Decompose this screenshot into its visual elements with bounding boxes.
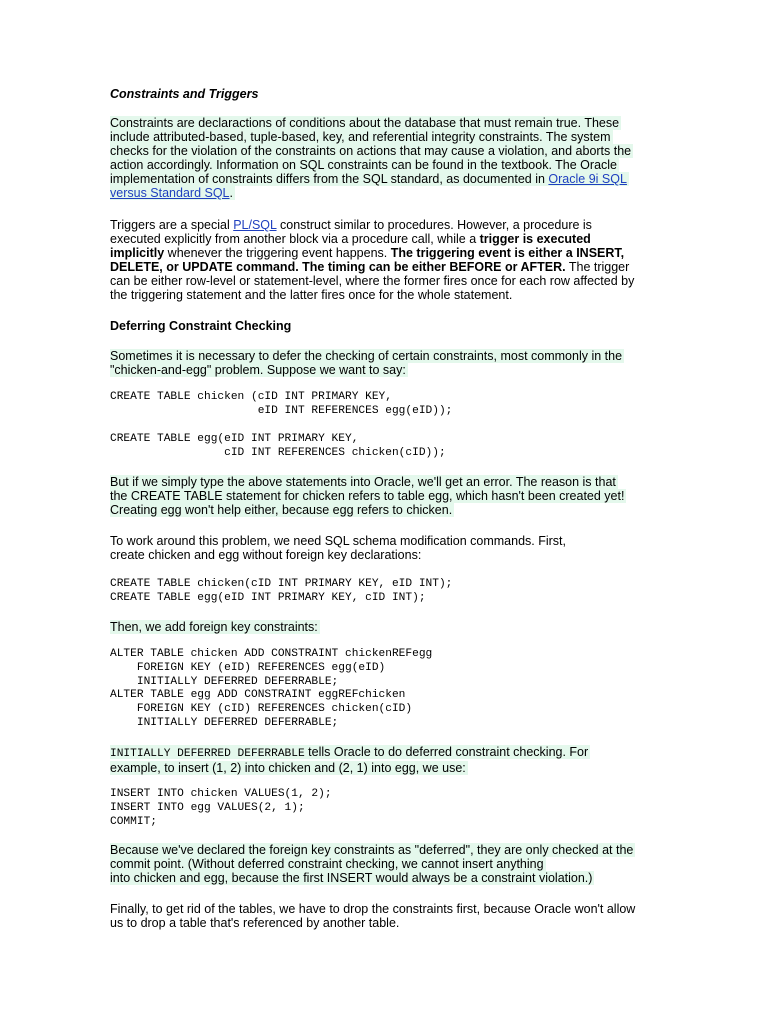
text-span: executed explicitly from another block via a procedure call, while a [110, 232, 480, 246]
intro-line: implementation of constraints differs from the SQL standard, as documented in [110, 172, 549, 186]
text-span: tells Oracle to do deferred constraint checking. For [304, 745, 589, 759]
text-line: create chicken and egg without foreign key declarations: [110, 548, 422, 562]
code-block-alter-tables: ALTER TABLE chicken ADD CONSTRAINT chickenREFegg FOREIGN KEY (eID) REFERENCES egg(eID) INITIALLY DEFERRED DEFERRABLE; ALTER TABLE egg ADD CONSTRAINT eggREFchicken FOREIGN KEY (cID) REFERENCES chicken(cID) INITIALLY DEFERRED DEFERRABLE; [110, 648, 433, 729]
intro-line: Constraints are declaractions of conditions about the database that must remain true. These [110, 116, 620, 130]
oracle-sql-link-continued[interactable]: versus Standard SQL [110, 186, 230, 200]
then-paragraph [110, 620, 655, 634]
text-line: can be either row-level or statement-level, where the former fires once for each row affected by [110, 274, 635, 288]
text-line: commit point. (Without deferred constraint checking, we cannot insert anything [110, 857, 544, 871]
finally-paragraph [110, 902, 655, 930]
section-heading: Deferring Constraint Checking [110, 319, 292, 333]
work-around-paragraph [110, 534, 655, 562]
text-line: us to drop a table that's referenced by another table. [110, 916, 400, 930]
text-line: the triggering statement and the latter fires once for the whole statement. [110, 288, 513, 302]
text-line: Because we've declared the foreign key constraints as "deferred", they are only checked at the [110, 843, 634, 857]
text-line: the CREATE TABLE statement for chicken refers to table egg, which hasn't been created yet! [110, 489, 625, 503]
bold-text: trigger is executed [479, 232, 591, 246]
text-line: Then, we add foreign key constraints: [110, 620, 318, 634]
text-span: construct similar to procedures. However, a procedure is [276, 218, 592, 232]
text-line: To work around this problem, we need SQL schema modification commands. First, [110, 534, 566, 548]
code-block-create-chicken: CREATE TABLE chicken (cID INT PRIMARY KEY, eID INT REFERENCES egg(eID)); [110, 391, 453, 417]
text-span: Triggers are a special [110, 218, 234, 232]
code-block-create-tables: CREATE TABLE chicken(cID INT PRIMARY KEY, eID INT); CREATE TABLE egg(eID INT PRIMARY KEY, cID INT); [110, 578, 453, 604]
text-span: whenever the triggering event happens. [164, 246, 391, 260]
intro-line: action accordingly. Information on SQL constraints can be found in the textbook. The Oracle [110, 158, 618, 172]
intro-paragraph [110, 116, 655, 200]
inline-code: INITIALLY DEFERRED DEFERRABLE [110, 748, 305, 760]
intro-line: . [229, 186, 233, 200]
intro-line: include attributed-based, tuple-based, key, and referential integrity constraints. The system [110, 130, 611, 144]
plsql-link[interactable]: PL/SQL [233, 218, 277, 232]
text-line: "chicken-and-egg" problem. Suppose we want to say: [110, 363, 406, 377]
text-line: Finally, to get rid of the tables, we have to drop the constraints first, because Oracle won't allow [110, 902, 636, 916]
code-block-create-egg: CREATE TABLE egg(eID INT PRIMARY KEY, cID INT REFERENCES chicken(cID)); [110, 433, 446, 459]
text-line: Creating egg won't help either, because egg refers to chicken. [110, 503, 453, 517]
triggers-paragraph [110, 218, 655, 302]
bold-text: DELETE, or UPDATE command. The timing can be either BEFORE or AFTER. [110, 260, 566, 274]
code-block-insert: INSERT INTO chicken VALUES(1, 2); INSERT INTO egg VALUES(2, 1); COMMIT; [110, 788, 332, 828]
text-line: Sometimes it is necessary to defer the checking of certain constraints, most commonly in the [110, 349, 623, 363]
text-span: The trigger [565, 260, 630, 274]
sometimes-paragraph [110, 349, 655, 377]
but-paragraph [110, 475, 655, 517]
oracle-sql-link[interactable]: Oracle 9i SQL [548, 172, 627, 186]
text-line: But if we simply type the above statements into Oracle, we'll get an error. The reason is that [110, 475, 616, 489]
text-line: example, to insert (1, 2) into chicken and (2, 1) into egg, we use: [110, 761, 466, 775]
page-title: Constraints and Triggers [110, 87, 259, 101]
bold-text: The triggering event is either a INSERT, [390, 246, 625, 260]
bold-text: implicitly [110, 246, 165, 260]
because-paragraph [110, 843, 655, 885]
initially-deferred-paragraph [110, 745, 655, 775]
text-line: into chicken and egg, because the first INSERT would always be a constraint violation.) [110, 871, 593, 885]
intro-line: checks for the violation of the constraints on actions that may cause a violation, and aborts the [110, 144, 632, 158]
